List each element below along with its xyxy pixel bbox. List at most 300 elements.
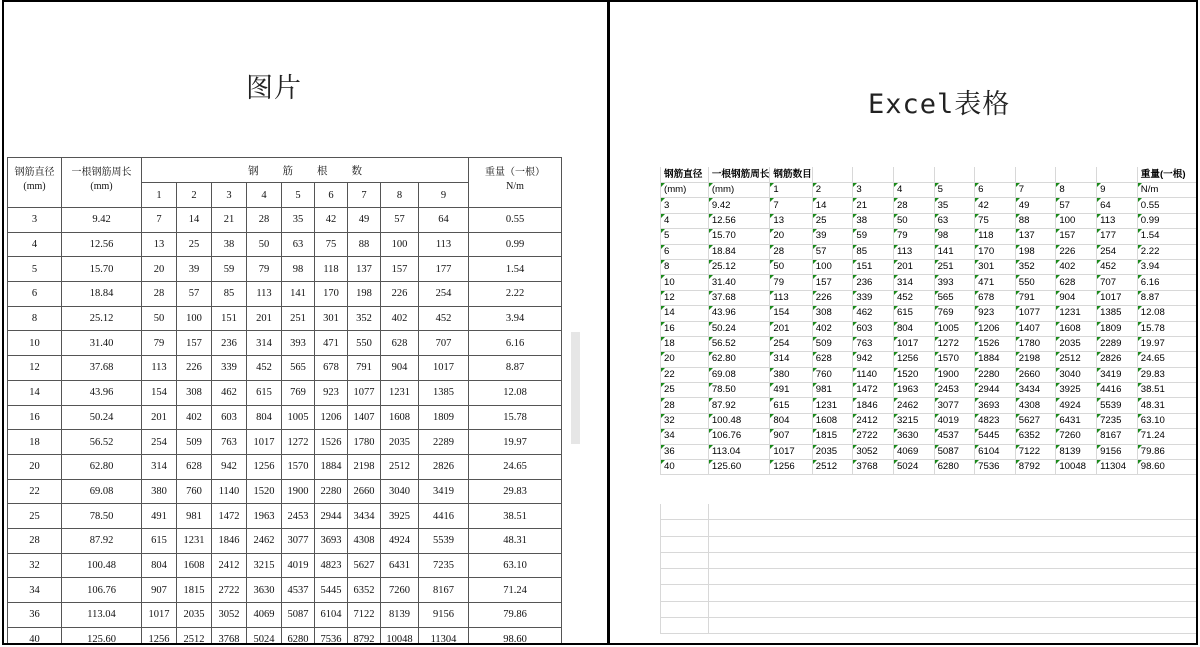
excel-cell[interactable]: 57 <box>1056 198 1097 213</box>
excel-empty-row[interactable] <box>660 569 1198 585</box>
table-cell: 22 <box>8 479 62 504</box>
excel-cell[interactable]: 1963 <box>893 383 934 398</box>
excel-cell[interactable]: 615 <box>770 398 812 413</box>
excel-cell[interactable]: 4924 <box>1056 398 1097 413</box>
excel-cell[interactable]: 7536 <box>975 460 1016 475</box>
table-cell: 509 <box>177 430 212 455</box>
excel-cell[interactable]: 57 <box>812 244 853 259</box>
excel-cell[interactable]: 1608 <box>812 413 853 428</box>
excel-cell[interactable]: 3925 <box>1056 383 1097 398</box>
excel-cell[interactable]: 31.40 <box>708 275 770 290</box>
table-cell: 603 <box>212 405 247 430</box>
excel-cell[interactable]: 6431 <box>1056 413 1097 428</box>
excel-cell[interactable]: 88 <box>1015 213 1056 228</box>
excel-cell[interactable]: 678 <box>975 290 1016 305</box>
excel-cell[interactable]: 1900 <box>934 367 975 382</box>
excel-cell[interactable]: 14 <box>661 306 709 321</box>
table-row <box>8 208 562 233</box>
excel-cell[interactable]: 760 <box>812 367 853 382</box>
excel-cell[interactable]: 509 <box>812 336 853 351</box>
excel-cell[interactable]: 18.84 <box>708 244 770 259</box>
excel-cell[interactable] <box>812 167 853 183</box>
excel-cell[interactable]: 69.08 <box>708 367 770 382</box>
excel-cell[interactable]: 3 <box>661 198 709 213</box>
excel-cell[interactable]: 452 <box>1097 259 1138 274</box>
excel-grid[interactable] <box>660 167 1198 645</box>
excel-cell[interactable]: 40 <box>661 460 709 475</box>
excel-cell[interactable]: 一根钢筋周长 <box>708 167 770 183</box>
excel-cell[interactable]: 25 <box>661 383 709 398</box>
excel-cell[interactable]: 35 <box>934 198 975 213</box>
excel-cell[interactable]: 2.22 <box>1137 244 1198 259</box>
excel-cell[interactable]: 29.83 <box>1137 367 1198 382</box>
table-cell: 6431 <box>381 553 419 578</box>
excel-cell[interactable]: 4 <box>661 213 709 228</box>
excel-cell[interactable] <box>975 167 1016 183</box>
excel-cell[interactable]: 2412 <box>853 413 894 428</box>
excel-cell[interactable]: 3052 <box>853 444 894 459</box>
excel-cell[interactable]: 8792 <box>1015 460 1056 475</box>
excel-cell[interactable]: 13 <box>770 213 812 228</box>
excel-cell[interactable]: 5627 <box>1015 413 1056 428</box>
excel-cell[interactable]: N/m <box>1137 183 1198 198</box>
excel-cell[interactable]: 28 <box>661 398 709 413</box>
table-cell: 98 <box>282 257 315 282</box>
excel-empty-row[interactable] <box>660 602 1198 618</box>
excel-cell[interactable]: 1140 <box>853 367 894 382</box>
excel-cell[interactable]: 3693 <box>975 398 1016 413</box>
excel-cell[interactable]: 3040 <box>1056 367 1097 382</box>
excel-empty-row[interactable] <box>660 520 1198 536</box>
excel-cell[interactable]: 226 <box>812 290 853 305</box>
excel-cell[interactable]: 1570 <box>934 352 975 367</box>
excel-cell[interactable]: 10 <box>661 275 709 290</box>
excel-cell[interactable]: 628 <box>812 352 853 367</box>
excel-cell[interactable]: 3077 <box>934 398 975 413</box>
excel-cell[interactable]: 198 <box>1015 244 1056 259</box>
excel-cell[interactable]: 15.70 <box>708 229 770 244</box>
excel-cell[interactable]: 85 <box>853 244 894 259</box>
excel-cell[interactable]: 98 <box>934 229 975 244</box>
excel-cell[interactable]: 201 <box>770 321 812 336</box>
excel-cell[interactable]: 308 <box>812 306 853 321</box>
excel-table[interactable] <box>660 167 1198 475</box>
excel-cell[interactable]: 137 <box>1015 229 1056 244</box>
excel-cell[interactable]: 14 <box>812 198 853 213</box>
excel-cell[interactable]: 2453 <box>934 383 975 398</box>
excel-cell[interactable]: 79.86 <box>1137 444 1198 459</box>
excel-cell[interactable]: 38.51 <box>1137 383 1198 398</box>
excel-cell[interactable]: 4069 <box>893 444 934 459</box>
excel-cell[interactable]: 2 <box>812 183 853 198</box>
excel-cell[interactable]: 3434 <box>1015 383 1056 398</box>
excel-cell[interactable]: 923 <box>975 306 1016 321</box>
excel-cell[interactable]: 62.80 <box>708 352 770 367</box>
excel-cell[interactable]: 254 <box>1097 244 1138 259</box>
excel-cell[interactable]: 50 <box>770 259 812 274</box>
excel-cell[interactable]: 100 <box>812 259 853 274</box>
excel-cell[interactable]: 2035 <box>1056 336 1097 351</box>
table-cell: 36 <box>8 603 62 628</box>
excel-cell[interactable]: 79 <box>893 229 934 244</box>
excel-cell[interactable]: 804 <box>770 413 812 428</box>
excel-cell[interactable]: 100 <box>1056 213 1097 228</box>
table-cell: 24.65 <box>469 454 562 479</box>
excel-cell[interactable]: 491 <box>770 383 812 398</box>
excel-empty-row[interactable] <box>660 537 1198 553</box>
table-cell: 141 <box>282 282 315 307</box>
excel-cell[interactable]: 1815 <box>812 429 853 444</box>
table-cell: 100 <box>177 306 212 331</box>
excel-cell[interactable]: 1608 <box>1056 321 1097 336</box>
excel-cell[interactable]: 106.76 <box>708 429 770 444</box>
excel-cell[interactable]: 8 <box>661 259 709 274</box>
excel-cell[interactable]: 2722 <box>853 429 894 444</box>
excel-empty-row[interactable] <box>660 618 1198 634</box>
excel-cell[interactable]: 2289 <box>1097 336 1138 351</box>
excel-cell[interactable]: 550 <box>1015 275 1056 290</box>
excel-cell[interactable]: 6.16 <box>1137 275 1198 290</box>
excel-cell[interactable]: 8 <box>1056 183 1097 198</box>
excel-cell[interactable]: 1206 <box>975 321 1016 336</box>
excel-cell[interactable]: 981 <box>812 383 853 398</box>
excel-cell[interactable]: 1520 <box>893 367 934 382</box>
table-cell: 63 <box>282 232 315 257</box>
excel-cell[interactable]: 2035 <box>812 444 853 459</box>
excel-cell[interactable]: 3630 <box>893 429 934 444</box>
excel-cell[interactable]: 1780 <box>1015 336 1056 351</box>
excel-cell[interactable] <box>853 167 894 183</box>
table-cell: 1077 <box>348 380 381 405</box>
table-row <box>8 603 562 628</box>
excel-cell[interactable]: 8167 <box>1097 429 1138 444</box>
excel-cell[interactable]: 254 <box>770 336 812 351</box>
table-cell: 1815 <box>177 578 212 603</box>
excel-cell[interactable]: 28 <box>893 198 934 213</box>
excel-cell[interactable]: 6 <box>661 244 709 259</box>
excel-cell[interactable]: 154 <box>770 306 812 321</box>
excel-cell[interactable]: 50 <box>893 213 934 228</box>
excel-cell[interactable]: 352 <box>1015 259 1056 274</box>
excel-cell[interactable]: 125.60 <box>708 460 770 475</box>
table-cell: 0.99 <box>469 232 562 257</box>
table-cell: 113 <box>142 356 177 381</box>
excel-cell[interactable]: 113 <box>1097 213 1138 228</box>
excel-cell[interactable]: 16 <box>661 321 709 336</box>
table-cell: 1472 <box>212 504 247 529</box>
excel-cell[interactable]: 763 <box>853 336 894 351</box>
excel-cell[interactable]: 2512 <box>1056 352 1097 367</box>
excel-cell[interactable]: 707 <box>1097 275 1138 290</box>
excel-cell[interactable]: 565 <box>934 290 975 305</box>
excel-cell[interactable]: 4308 <box>1015 398 1056 413</box>
excel-cell[interactable]: 25 <box>812 213 853 228</box>
excel-cell[interactable]: 904 <box>1056 290 1097 305</box>
excel-cell[interactable]: 39 <box>812 229 853 244</box>
excel-cell[interactable]: 8.87 <box>1137 290 1198 305</box>
excel-cell[interactable]: 5 <box>934 183 975 198</box>
excel-cell[interactable]: 5539 <box>1097 398 1138 413</box>
table-cell: 4308 <box>348 528 381 553</box>
excel-cell[interactable]: 804 <box>893 321 934 336</box>
excel-cell[interactable]: 18 <box>661 336 709 351</box>
excel-cell[interactable]: 3.94 <box>1137 259 1198 274</box>
excel-cell[interactable]: 1005 <box>934 321 975 336</box>
excel-cell[interactable]: 75 <box>975 213 1016 228</box>
excel-cell[interactable]: 2944 <box>975 383 1016 398</box>
excel-cell[interactable] <box>893 167 934 183</box>
excel-cell[interactable]: (mm) <box>708 183 770 198</box>
excel-cell[interactable]: 402 <box>812 321 853 336</box>
excel-cell[interactable]: 393 <box>934 275 975 290</box>
excel-cell[interactable]: 19.97 <box>1137 336 1198 351</box>
table-row <box>8 331 562 356</box>
excel-cell[interactable]: 5445 <box>975 429 1016 444</box>
excel-cell[interactable]: 251 <box>934 259 975 274</box>
excel-cell[interactable]: 2660 <box>1015 367 1056 382</box>
excel-cell[interactable]: 339 <box>853 290 894 305</box>
excel-cell[interactable]: 0.99 <box>1137 213 1198 228</box>
excel-cell[interactable]: 36 <box>661 444 709 459</box>
table-cell: 615 <box>247 380 282 405</box>
excel-cell[interactable]: 钢筋直径 <box>661 167 709 183</box>
table-cell: 1231 <box>381 380 419 405</box>
excel-cell[interactable]: 21 <box>853 198 894 213</box>
excel-cell[interactable]: 5 <box>661 229 709 244</box>
excel-cell[interactable]: 1846 <box>853 398 894 413</box>
table-cell: 170 <box>315 282 348 307</box>
excel-cell[interactable]: 226 <box>1056 244 1097 259</box>
excel-cell[interactable]: 113 <box>893 244 934 259</box>
excel-cell[interactable] <box>1056 167 1097 183</box>
table-cell: 198 <box>348 282 381 307</box>
excel-cell[interactable]: 32 <box>661 413 709 428</box>
excel-cell[interactable]: 100.48 <box>708 413 770 428</box>
excel-cell[interactable]: 9156 <box>1097 444 1138 459</box>
excel-cell[interactable]: 380 <box>770 367 812 382</box>
table-cell: 7536 <box>315 627 348 645</box>
table-cell: 2722 <box>212 578 247 603</box>
excel-cell[interactable]: 1472 <box>853 383 894 398</box>
excel-cell[interactable]: 791 <box>1015 290 1056 305</box>
excel-cell[interactable]: 59 <box>853 229 894 244</box>
excel-cell[interactable]: 12.08 <box>1137 306 1198 321</box>
excel-cell[interactable]: 3 <box>853 183 894 198</box>
excel-cell[interactable]: 11304 <box>1097 460 1138 475</box>
excel-cell[interactable]: 10048 <box>1056 460 1097 475</box>
excel-cell[interactable]: 141 <box>934 244 975 259</box>
excel-cell[interactable]: 71.24 <box>1137 429 1198 444</box>
excel-cell[interactable] <box>1015 167 1056 183</box>
excel-cell[interactable]: 1256 <box>770 460 812 475</box>
excel-cell[interactable]: 48.31 <box>1137 398 1198 413</box>
excel-cell[interactable]: 157 <box>1056 229 1097 244</box>
excel-cell[interactable] <box>1097 167 1138 183</box>
excel-cell[interactable]: 9 <box>1097 183 1138 198</box>
table-row <box>8 380 562 405</box>
excel-cell[interactable]: 157 <box>812 275 853 290</box>
excel-cell[interactable]: 1077 <box>1015 306 1056 321</box>
excel-empty-row[interactable] <box>660 504 1198 520</box>
excel-cell[interactable]: 113.04 <box>708 444 770 459</box>
excel-cell[interactable]: 3419 <box>1097 367 1138 382</box>
excel-cell[interactable]: 9.42 <box>708 198 770 213</box>
excel-cell[interactable]: 87.92 <box>708 398 770 413</box>
excel-cell[interactable]: 64 <box>1097 198 1138 213</box>
excel-cell[interactable]: 7235 <box>1097 413 1138 428</box>
excel-cell[interactable]: 1385 <box>1097 306 1138 321</box>
excel-cell[interactable]: 471 <box>975 275 1016 290</box>
table-cell: 254 <box>419 282 469 307</box>
excel-row <box>661 383 1199 398</box>
excel-cell[interactable]: 236 <box>853 275 894 290</box>
table-cell: 2512 <box>177 627 212 645</box>
excel-cell[interactable]: 1231 <box>812 398 853 413</box>
excel-cell[interactable]: 301 <box>975 259 1016 274</box>
excel-cell[interactable]: 43.96 <box>708 306 770 321</box>
excel-cell[interactable]: 177 <box>1097 229 1138 244</box>
excel-cell[interactable]: 1526 <box>975 336 1016 351</box>
excel-cell[interactable]: 1884 <box>975 352 1016 367</box>
excel-cell[interactable]: 24.65 <box>1137 352 1198 367</box>
excel-cell[interactable]: 452 <box>893 290 934 305</box>
excel-cell[interactable]: 314 <box>893 275 934 290</box>
excel-cell[interactable]: 4 <box>893 183 934 198</box>
excel-cell[interactable]: 4537 <box>934 429 975 444</box>
excel-cell[interactable]: 98.60 <box>1137 460 1198 475</box>
excel-cell[interactable]: 402 <box>1056 259 1097 274</box>
excel-cell[interactable]: 重量(一根) <box>1137 167 1198 183</box>
excel-cell[interactable]: 63.10 <box>1137 413 1198 428</box>
excel-cell[interactable]: 20 <box>770 229 812 244</box>
excel-cell[interactable]: 15.78 <box>1137 321 1198 336</box>
excel-cell[interactable]: 6 <box>975 183 1016 198</box>
excel-cell[interactable]: 50.24 <box>708 321 770 336</box>
table-cell: 6104 <box>315 603 348 628</box>
table-cell: 3052 <box>212 603 247 628</box>
excel-cell[interactable]: 907 <box>770 429 812 444</box>
excel-cell[interactable]: 314 <box>770 352 812 367</box>
table-cell: 339 <box>212 356 247 381</box>
excel-cell[interactable]: 201 <box>893 259 934 274</box>
excel-cell[interactable]: 7260 <box>1056 429 1097 444</box>
excel-cell[interactable]: 769 <box>934 306 975 321</box>
excel-cell[interactable]: 49 <box>1015 198 1056 213</box>
excel-cell[interactable]: 5024 <box>893 460 934 475</box>
excel-cell[interactable]: 1809 <box>1097 321 1138 336</box>
excel-cell[interactable]: 151 <box>853 259 894 274</box>
excel-cell[interactable]: 1017 <box>770 444 812 459</box>
excel-cell[interactable]: 34 <box>661 429 709 444</box>
table-cell: 37.68 <box>62 356 142 381</box>
table-cell: 50.24 <box>62 405 142 430</box>
excel-cell[interactable]: 6104 <box>975 444 1016 459</box>
excel-cell[interactable]: 3215 <box>893 413 934 428</box>
excel-cell[interactable]: 2512 <box>812 460 853 475</box>
table-cell: 40 <box>8 627 62 645</box>
excel-cell[interactable]: 79 <box>770 275 812 290</box>
excel-row <box>661 229 1199 244</box>
table-cell: 39 <box>177 257 212 282</box>
excel-cell[interactable]: 7 <box>1015 183 1056 198</box>
rebar-image-table <box>7 157 562 645</box>
excel-row <box>661 336 1199 351</box>
excel-cell[interactable]: 56.52 <box>708 336 770 351</box>
excel-empty-row[interactable] <box>660 585 1198 601</box>
excel-cell[interactable]: 628 <box>1056 275 1097 290</box>
excel-cell[interactable]: 4019 <box>934 413 975 428</box>
excel-cell[interactable]: 63 <box>934 213 975 228</box>
excel-cell[interactable]: 2198 <box>1015 352 1056 367</box>
table-cell: 4069 <box>247 603 282 628</box>
table-cell: 1272 <box>282 430 315 455</box>
excel-cell[interactable]: 0.55 <box>1137 198 1198 213</box>
excel-cell[interactable]: 4416 <box>1097 383 1138 398</box>
excel-cell[interactable]: 12.56 <box>708 213 770 228</box>
excel-cell[interactable]: 7122 <box>1015 444 1056 459</box>
excel-cell[interactable]: 1.54 <box>1137 229 1198 244</box>
table-cell: 3 <box>8 208 62 233</box>
excel-cell[interactable]: 20 <box>661 352 709 367</box>
excel-cell[interactable]: 1 <box>770 183 812 198</box>
table-row <box>8 479 562 504</box>
excel-cell[interactable]: 118 <box>975 229 1016 244</box>
excel-cell[interactable]: 2826 <box>1097 352 1138 367</box>
table-cell: 8.87 <box>469 356 562 381</box>
excel-cell[interactable]: 25.12 <box>708 259 770 274</box>
table-row <box>8 553 562 578</box>
excel-cell[interactable]: 2280 <box>975 367 1016 382</box>
excel-cell[interactable]: 6280 <box>934 460 975 475</box>
excel-cell[interactable]: 22 <box>661 367 709 382</box>
excel-cell[interactable]: 615 <box>893 306 934 321</box>
table-cell: 5539 <box>419 528 469 553</box>
excel-cell[interactable]: 113 <box>770 290 812 305</box>
excel-cell[interactable]: (mm) <box>661 183 709 198</box>
excel-cell[interactable]: 7 <box>770 198 812 213</box>
header-weight: 重量（一根） N/m <box>469 158 562 208</box>
table-cell: 1963 <box>247 504 282 529</box>
excel-cell[interactable]: 3768 <box>853 460 894 475</box>
excel-cell[interactable]: 8139 <box>1056 444 1097 459</box>
excel-cell[interactable]: 1272 <box>934 336 975 351</box>
excel-cell[interactable]: 12 <box>661 290 709 305</box>
table-cell: 50 <box>247 232 282 257</box>
excel-cell[interactable]: 28 <box>770 244 812 259</box>
excel-cell[interactable]: 1231 <box>1056 306 1097 321</box>
excel-cell[interactable]: 2462 <box>893 398 934 413</box>
excel-cell[interactable]: 6352 <box>1015 429 1056 444</box>
excel-cell[interactable]: 1017 <box>1097 290 1138 305</box>
excel-cell[interactable]: 170 <box>975 244 1016 259</box>
excel-cell[interactable]: 5087 <box>934 444 975 459</box>
table-cell: 71.24 <box>469 578 562 603</box>
excel-cell[interactable]: 1407 <box>1015 321 1056 336</box>
excel-cell[interactable] <box>934 167 975 183</box>
excel-cell[interactable]: 462 <box>853 306 894 321</box>
excel-cell[interactable]: 钢筋数目 <box>770 167 812 183</box>
excel-cell[interactable]: 603 <box>853 321 894 336</box>
excel-cell[interactable]: 37.68 <box>708 290 770 305</box>
excel-cell[interactable]: 942 <box>853 352 894 367</box>
excel-cell[interactable]: 4823 <box>975 413 1016 428</box>
excel-empty-row[interactable] <box>660 553 1198 569</box>
excel-cell[interactable]: 78.50 <box>708 383 770 398</box>
excel-cell[interactable]: 38 <box>853 213 894 228</box>
excel-cell[interactable]: 1256 <box>893 352 934 367</box>
excel-cell[interactable]: 1017 <box>893 336 934 351</box>
excel-cell[interactable]: 42 <box>975 198 1016 213</box>
